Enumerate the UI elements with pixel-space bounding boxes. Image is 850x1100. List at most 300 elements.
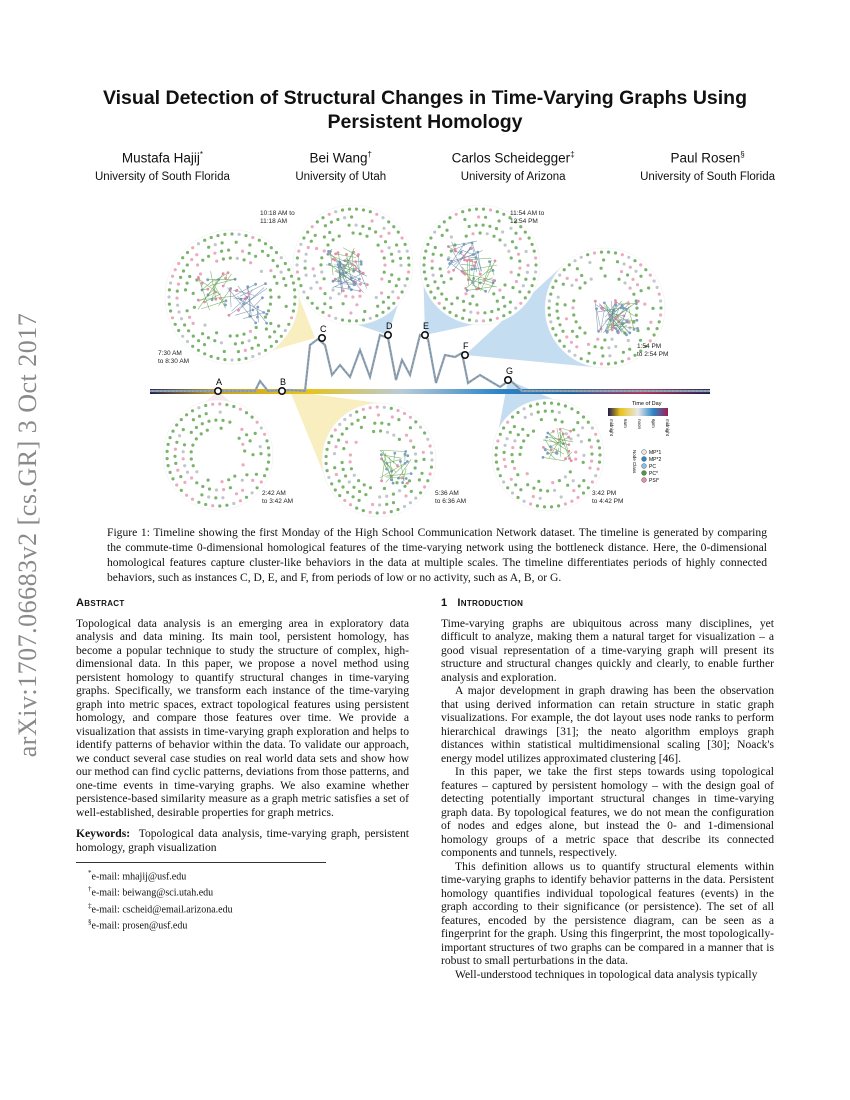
node-dot: [197, 501, 200, 504]
node-dot: [293, 288, 296, 291]
node-dot: [558, 274, 561, 277]
time-label: 2:42 AM: [262, 490, 286, 497]
node-dot: [470, 268, 473, 271]
node-dot: [214, 243, 217, 246]
node-dot: [353, 283, 356, 286]
node-dot: [594, 345, 597, 348]
timepoint-label-e: E: [423, 321, 430, 331]
node-dot: [647, 327, 650, 330]
node-dot: [348, 208, 351, 211]
node-dot: [409, 416, 412, 419]
author-mark: ‡: [570, 150, 575, 159]
node-dot: [178, 310, 181, 313]
node-dot: [258, 352, 261, 355]
node-dot: [241, 341, 244, 344]
node-dot: [656, 286, 659, 289]
node-dot: [213, 252, 216, 255]
node-dot: [179, 276, 182, 279]
time-label: 12:54 PM: [510, 218, 538, 225]
node-dot: [519, 446, 522, 449]
node-dot: [220, 480, 223, 483]
node-dot: [448, 262, 451, 265]
node-dot: [392, 302, 395, 305]
node-dot: [542, 456, 545, 459]
node-dot: [653, 333, 656, 336]
node-dot: [594, 433, 597, 436]
node-dot: [448, 311, 451, 314]
node-dot: [506, 486, 509, 489]
node-dot: [625, 333, 628, 336]
node-dot: [524, 231, 527, 234]
node-dot: [432, 253, 435, 256]
node-dot: [507, 250, 510, 253]
node-dot: [557, 296, 560, 299]
node-dot: [575, 320, 578, 323]
node-dot: [237, 350, 240, 353]
node-dot: [572, 479, 575, 482]
node-dot: [361, 225, 364, 228]
node-dot: [395, 284, 398, 287]
node-dot: [522, 439, 525, 442]
node-dot: [595, 307, 598, 310]
node-dot: [571, 306, 574, 309]
node-dot: [182, 450, 185, 453]
node-dot: [385, 503, 388, 506]
node-dot: [557, 403, 560, 406]
node-dot: [242, 463, 245, 466]
node-dot: [603, 302, 606, 305]
node-dot: [548, 313, 551, 316]
node-dot: [510, 271, 513, 274]
node-dot: [337, 292, 340, 295]
timepoint-label-a: A: [216, 377, 223, 387]
node-dot: [238, 437, 241, 440]
node-dot: [463, 258, 466, 261]
node-dot: [363, 416, 366, 419]
node-dot: [280, 335, 283, 338]
node-dot: [401, 236, 404, 239]
node-dot: [187, 329, 190, 332]
node-dot: [631, 278, 634, 281]
node-dot: [350, 422, 353, 425]
node-dot: [358, 490, 361, 493]
node-dot: [498, 219, 501, 222]
node-dot: [396, 508, 399, 511]
node-dot: [582, 479, 585, 482]
node-dot: [511, 460, 514, 463]
node-dot: [252, 309, 255, 312]
node-dot: [245, 473, 248, 476]
right-column: [441, 597, 774, 981]
node-dot: [223, 350, 226, 353]
node-dot: [349, 503, 352, 506]
node-dot: [466, 289, 469, 292]
node-dot: [233, 475, 236, 478]
node-dot: [282, 277, 285, 280]
node-dot: [636, 283, 639, 286]
node-dot: [404, 243, 407, 246]
node-dot: [222, 272, 225, 275]
node-dot: [636, 319, 639, 322]
node-dot: [396, 409, 399, 412]
node-dot: [426, 479, 429, 482]
node-dot: [455, 213, 458, 216]
node-dot: [315, 281, 318, 284]
node-dot: [447, 270, 450, 273]
node-dot: [414, 466, 417, 469]
node-dot: [471, 295, 474, 298]
node-dot: [403, 505, 406, 508]
node-dot: [563, 268, 566, 271]
node-dot: [495, 461, 498, 464]
node-dot: [557, 504, 560, 507]
node-dot: [382, 301, 385, 304]
node-dot: [519, 488, 522, 491]
node-dot: [192, 464, 195, 467]
node-dot: [299, 284, 302, 287]
node-dot: [516, 496, 519, 499]
node-dot: [326, 448, 329, 451]
node-dot: [627, 302, 630, 305]
node-dot: [363, 483, 366, 486]
node-dot: [167, 443, 170, 446]
node-dot: [251, 347, 254, 350]
node-dot: [479, 273, 482, 276]
node-dot: [524, 416, 527, 419]
node-dot: [498, 238, 501, 241]
node-dot: [572, 489, 575, 492]
node-dot: [207, 288, 210, 291]
node-dot: [404, 453, 407, 456]
node-dot: [215, 488, 218, 491]
node-dot: [386, 431, 389, 434]
node-dot: [601, 354, 604, 357]
legend-tick: midnight: [665, 419, 670, 437]
node-dot: [359, 232, 362, 235]
node-dot: [511, 415, 514, 418]
node-dot: [563, 345, 566, 348]
node-dot: [554, 333, 557, 336]
author-4: [640, 146, 775, 186]
node-dot: [348, 224, 351, 227]
node-dot: [330, 482, 333, 485]
node-dot: [327, 476, 330, 479]
node-dot: [658, 320, 661, 323]
timepoint-marker: [279, 388, 285, 394]
node-dot: [569, 470, 572, 473]
node-dot: [406, 482, 409, 485]
node-dot: [174, 448, 177, 451]
node-dot: [378, 503, 381, 506]
node-dot: [600, 251, 603, 254]
node-dot: [418, 478, 421, 481]
node-dot: [176, 290, 179, 293]
node-dot: [488, 225, 491, 228]
node-dot: [424, 250, 427, 253]
node-dot: [261, 296, 264, 299]
node-dot: [635, 302, 638, 305]
node-dot: [443, 307, 446, 310]
time-label: to 8:30 AM: [158, 358, 190, 365]
node-dot: [264, 349, 267, 352]
node-dot: [409, 501, 412, 504]
node-dot: [476, 311, 479, 314]
node-dot: [423, 270, 426, 273]
author-affiliation: University of South Florida: [95, 170, 230, 183]
node-dot: [175, 297, 178, 300]
node-dot: [644, 268, 647, 271]
node-dot: [475, 303, 478, 306]
node-dot: [543, 402, 546, 405]
node-dot: [287, 323, 290, 326]
node-dot: [169, 471, 172, 474]
node-dot: [582, 491, 585, 494]
node-dot: [349, 453, 352, 456]
node-dot: [344, 474, 347, 477]
node-dot: [362, 408, 365, 411]
node-dot: [373, 422, 376, 425]
node-dot: [614, 361, 617, 364]
node-dot: [475, 208, 478, 211]
node-dot: [504, 444, 507, 447]
node-dot: [206, 429, 209, 432]
node-dot: [284, 329, 287, 332]
node-dot: [222, 488, 225, 491]
node-dot: [243, 258, 246, 261]
node-dot: [266, 313, 269, 316]
node-dot: [236, 257, 239, 260]
node-dot: [551, 410, 554, 413]
author-name: Mustafa Hajij*: [121, 150, 204, 166]
time-label: 11:18 AM: [260, 218, 287, 225]
node-dot: [551, 327, 554, 330]
node-dot: [525, 250, 528, 253]
node-dot: [623, 281, 626, 284]
node-dot: [244, 349, 247, 352]
node-dot: [225, 403, 228, 406]
node-dot: [234, 342, 237, 345]
node-dot: [254, 255, 257, 258]
node-dot: [567, 450, 570, 453]
node-dot: [629, 287, 632, 290]
node-dot: [355, 507, 358, 510]
node-dot: [509, 227, 512, 230]
section-title: Introduction: [457, 597, 524, 609]
node-dot: [336, 218, 339, 221]
node-dot: [380, 453, 383, 456]
node-dot: [564, 457, 567, 460]
node-dot: [555, 451, 558, 454]
node-dot: [343, 216, 346, 219]
node-dot: [210, 355, 213, 358]
node-dot: [265, 439, 268, 442]
node-class-label: PC: [649, 464, 656, 470]
node-dot: [443, 220, 446, 223]
node-dot: [590, 278, 593, 281]
node-dot: [575, 335, 578, 338]
node-dot: [554, 418, 557, 421]
node-dot: [419, 491, 422, 494]
node-dot: [324, 224, 327, 227]
node-dot: [290, 275, 293, 278]
node-dot: [511, 446, 514, 449]
node-dot: [490, 310, 493, 313]
node-dot: [580, 440, 583, 443]
node-dot: [639, 263, 642, 266]
node-dot: [354, 260, 357, 263]
abstract-text: Topological data analysis is an emerging area in exploratory data analysis and data mining. Its main tool, persistent homology, has become a popular technique to study the structure of complex, high-dimensional data. In this paper, we propose a novel method using persistent homology to quantify structural changes in time-varying graphs. Specifically, we transform each instance of the time-varying graph into metric spaces, extract topological features using persistent homology, and compare those features over time. We provide a visualization that assists in time-varying graph exploration and helps to identify patterns of behavior within the data. To validate our approach, we conduct several case studies on real world data sets and show how our method can find cyclic patterns, deviations from those patterns, and one-time events in time-varying graphs. We also examine whether persistence-based similarity measure as a graph metric satisfies a set of well-established, desirable properties for graph metrics.: [76, 616, 409, 819]
node-dot: [562, 283, 565, 286]
node-dot: [320, 256, 323, 259]
node-dot: [269, 303, 272, 306]
node-dot: [432, 274, 435, 277]
node-dot: [556, 303, 559, 306]
node-dot: [629, 266, 632, 269]
node-dot: [514, 483, 517, 486]
node-dot: [211, 504, 214, 507]
node-dot: [263, 474, 266, 477]
node-dot: [531, 284, 534, 287]
node-dot: [269, 322, 272, 325]
node-dot: [420, 472, 423, 475]
node-dot: [219, 411, 222, 414]
node-dot: [306, 231, 309, 234]
node-dot: [576, 267, 579, 270]
node-dot: [331, 288, 334, 291]
node-dot: [594, 300, 597, 303]
node-dot: [348, 480, 351, 483]
node-dot: [273, 275, 276, 278]
node-dot: [561, 330, 564, 333]
node-dot: [603, 338, 606, 341]
node-dot: [647, 286, 650, 289]
intro-paragraph-4: This definition allows us to quantify structural elements within time-varying graphs to identify behavior patterns in the data. Persistent homology quantifies individual topological features (events) in the graph according to their significance (or persistence). The set of all features, encoded by the persistence diagram, can be seen as a fingerprint for the graph. Using this fingerprint, the most topologically-important structures of two graphs can be compared in a manner that is robust to small perturbations in the data.: [441, 859, 774, 967]
node-dot: [372, 430, 375, 433]
node-dot: [264, 316, 267, 319]
node-dot: [633, 259, 636, 262]
node-dot: [398, 489, 401, 492]
abstract-heading: Abstract: [76, 597, 125, 609]
node-dot: [333, 259, 336, 262]
node-dot: [496, 210, 499, 213]
node-dot: [526, 271, 529, 274]
node-dot: [397, 418, 400, 421]
node-dot: [614, 345, 617, 348]
node-dot: [261, 250, 264, 253]
node-dot: [342, 302, 345, 305]
node-dot: [360, 263, 363, 266]
node-dot: [439, 267, 442, 270]
node-dot: [506, 421, 509, 424]
node-dot: [482, 224, 485, 227]
node-dot: [627, 339, 630, 342]
node-dot: [334, 488, 337, 491]
node-dot: [268, 335, 271, 338]
node-dot: [178, 434, 181, 437]
node-dot: [616, 260, 619, 263]
node-dot: [590, 452, 593, 455]
node-dot: [319, 263, 322, 266]
node-dot: [207, 336, 210, 339]
node-class-label: MP*1: [649, 450, 662, 456]
node-dot: [222, 285, 225, 288]
node-dot: [503, 305, 506, 308]
node-dot: [342, 289, 345, 292]
node-dot: [387, 423, 390, 426]
node-dot: [377, 244, 380, 247]
node-dot: [450, 235, 453, 238]
node-dot: [445, 298, 448, 301]
node-dot: [351, 295, 354, 298]
node-dot: [269, 289, 272, 292]
node-dot: [429, 444, 432, 447]
node-dot: [206, 278, 209, 281]
node-dot: [593, 251, 596, 254]
node-dot: [469, 302, 472, 305]
node-dot: [182, 269, 185, 272]
node-dot: [293, 295, 296, 298]
node-dot: [392, 501, 395, 504]
intro-paragraph-5: Well-understood techniques in topological data analysis typically: [455, 967, 758, 981]
node-dot: [521, 428, 524, 431]
node-dot: [547, 306, 550, 309]
intro-heading: [441, 597, 774, 611]
node-dot: [270, 246, 273, 249]
author-name: Carlos Scheidegger‡: [451, 150, 575, 166]
node-dot: [382, 227, 385, 230]
node-class-title: Node Class: [632, 450, 637, 474]
node-dot: [436, 287, 439, 290]
node-dot: [180, 489, 183, 492]
node-dot: [230, 232, 233, 235]
node-dot: [537, 480, 540, 483]
node-dot: [342, 447, 345, 450]
node-dot: [341, 461, 344, 464]
node-dot: [553, 489, 556, 492]
node-dot: [280, 271, 283, 274]
node-dot: [240, 428, 243, 431]
timepoint-label-b: B: [280, 377, 287, 387]
node-dot: [380, 277, 383, 280]
node-dot: [309, 287, 312, 290]
author-1: [95, 146, 230, 186]
node-dot: [275, 340, 278, 343]
node-dot: [191, 498, 194, 501]
node-dot: [199, 272, 202, 275]
node-dot: [600, 346, 603, 349]
node-dot: [326, 469, 329, 472]
node-dot: [635, 314, 638, 317]
node-dot: [346, 491, 349, 494]
node-dot: [515, 246, 518, 249]
node-dot: [272, 259, 275, 262]
node-dot: [357, 255, 360, 258]
node-dot: [353, 474, 356, 477]
node-dot: [513, 425, 516, 428]
node-dot: [503, 283, 506, 286]
time-label: to 6:36 AM: [435, 498, 467, 505]
node-dot: [659, 313, 662, 316]
node-dot: [405, 477, 408, 480]
keywords-text: Topological data analysis, time-varying graph, persistent homology, graph visualization: [76, 827, 410, 854]
node-dot: [306, 296, 309, 299]
node-dot: [237, 309, 240, 312]
node-dot: [221, 419, 224, 422]
node-dot: [580, 357, 583, 360]
node-dot: [495, 227, 498, 230]
node-dot: [385, 468, 388, 471]
author-name: Bei Wang†: [309, 150, 372, 166]
